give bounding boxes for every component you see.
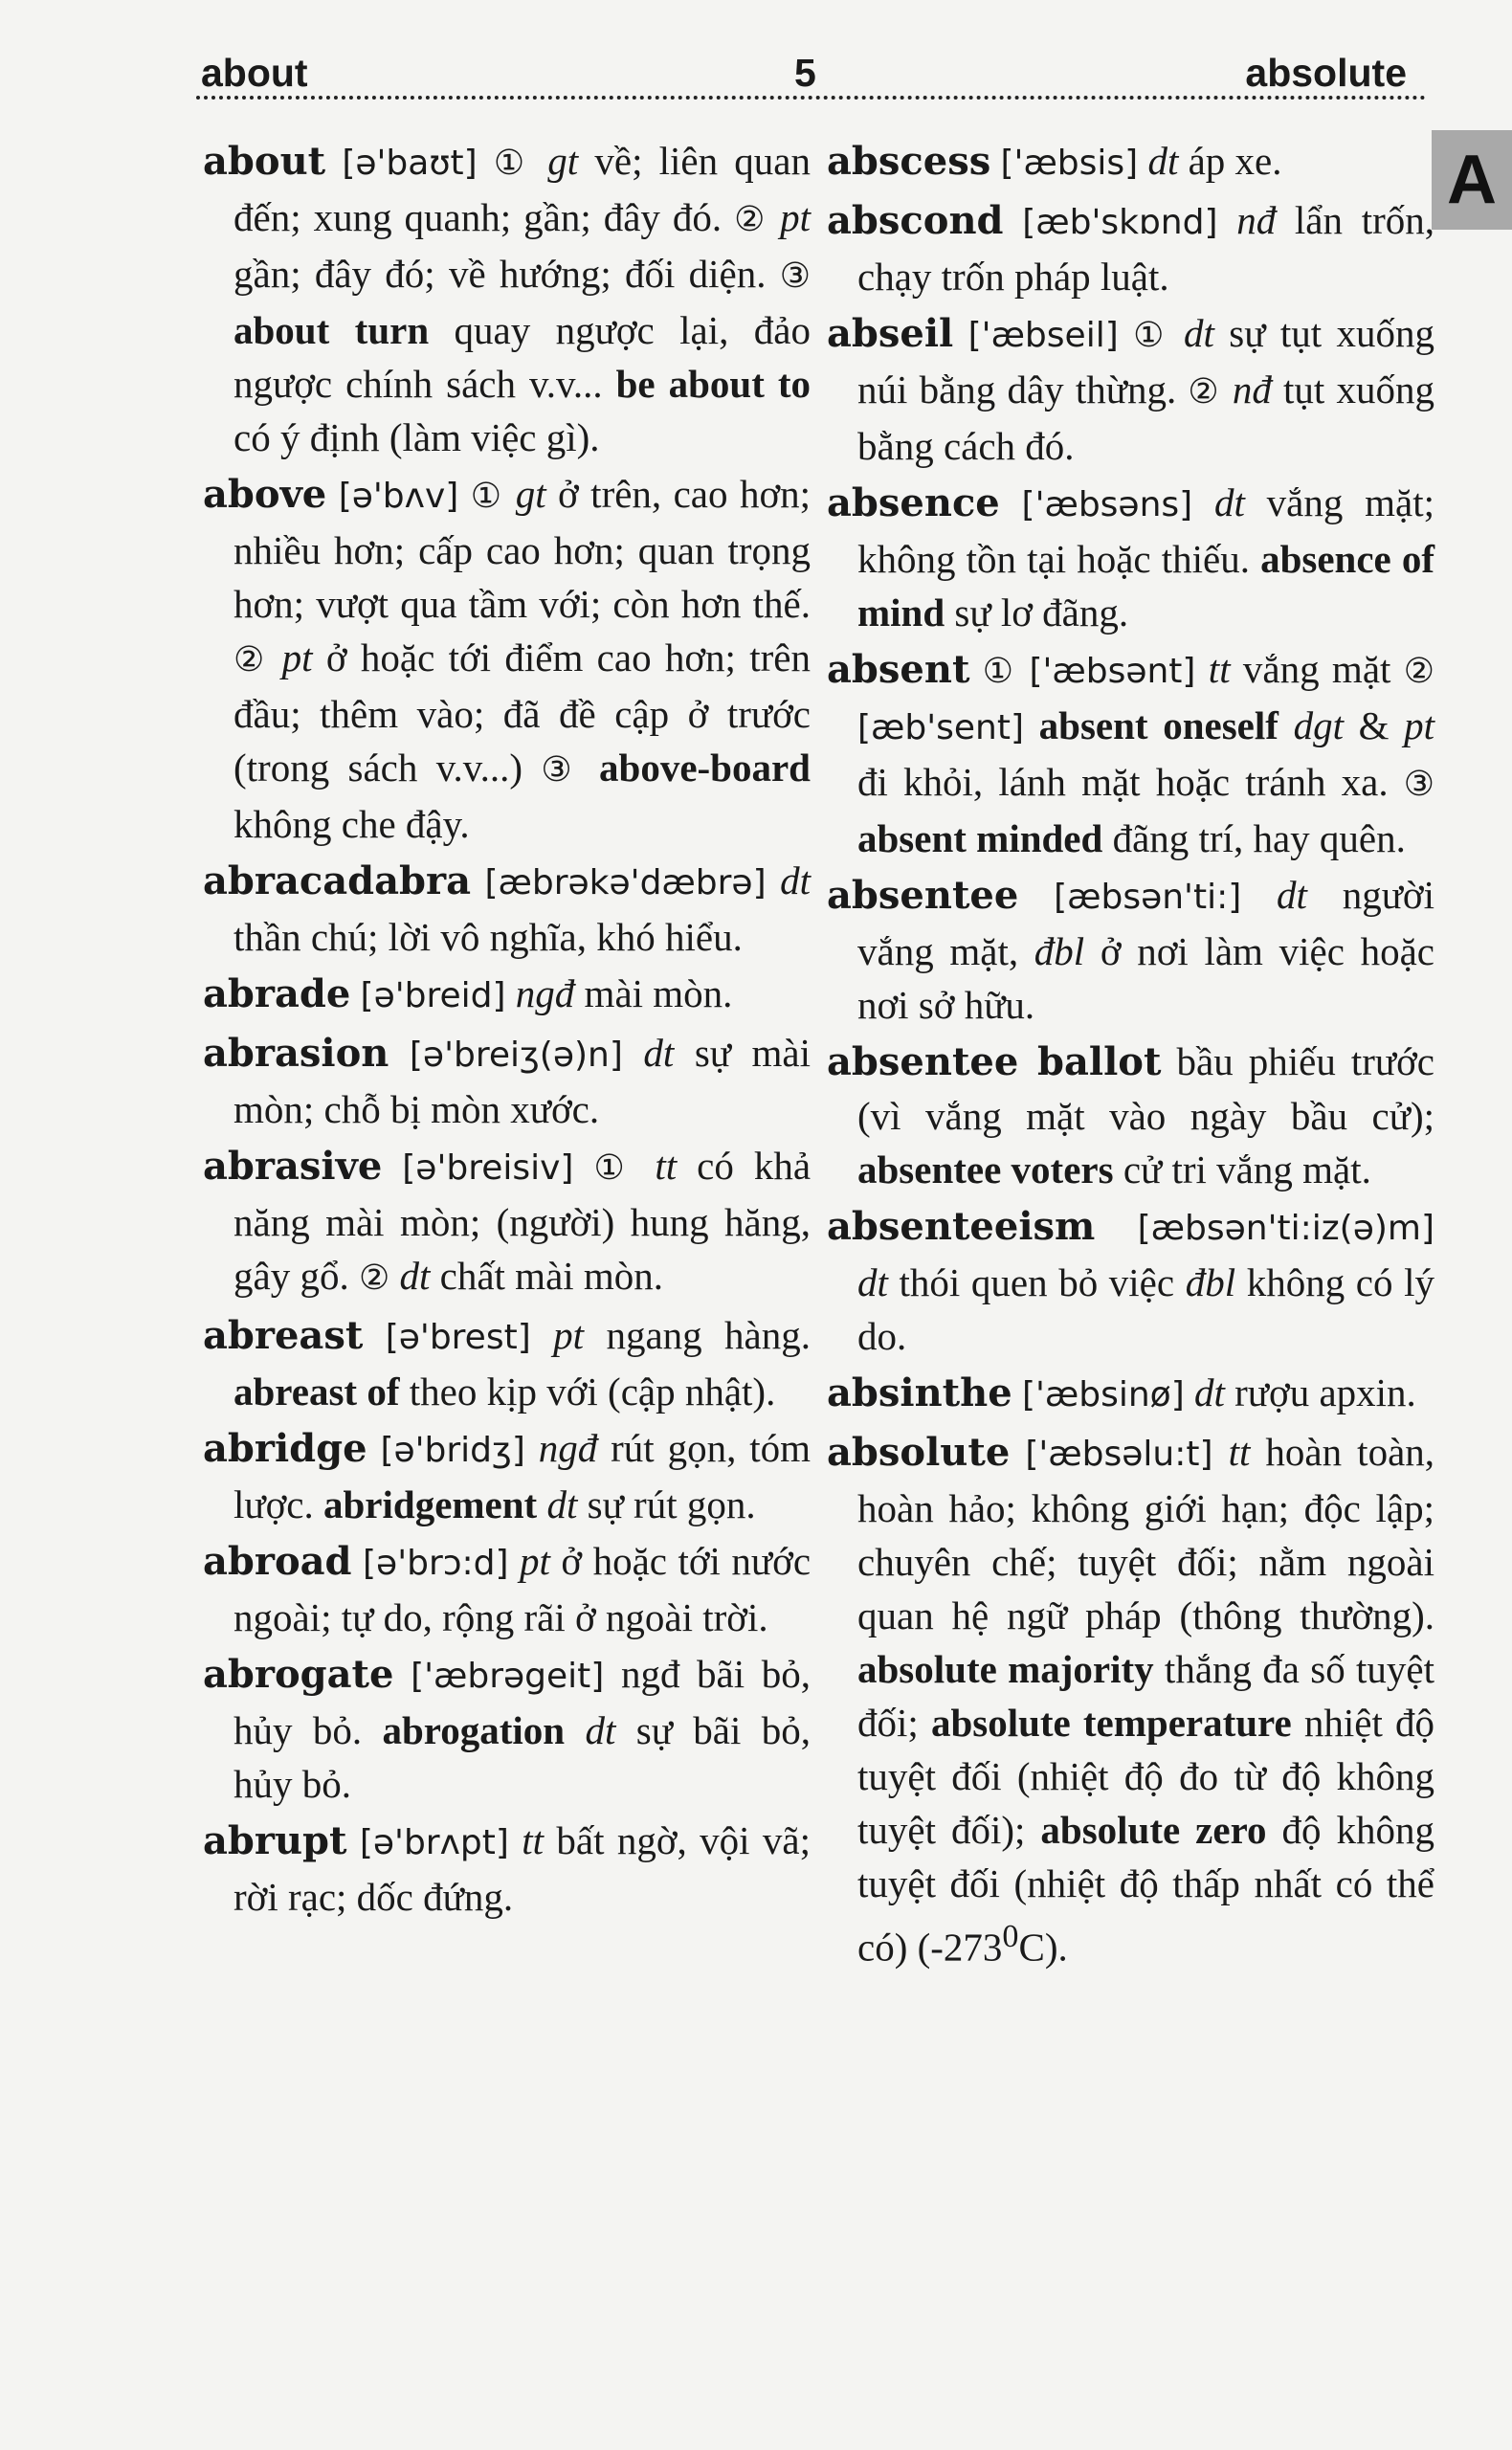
- dictionary-entry: abrupt [ə'brʌpt] tt bất ngờ, vội vã; rời rạc; dốc đứng.: [203, 1818, 812, 1919]
- dictionary-entry: absence ['æbsəns] dt vắng mặt; không tồn tại hoặc thiếu. absence of mind sự lơ đãng.: [827, 480, 1435, 635]
- page-number: 5: [794, 51, 816, 95]
- dictionary-entry: abridge [ə'bridʒ] ngđ rút gọn, tóm lược. abridgement dt sự rút gọn.: [203, 1426, 812, 1526]
- dictionary-entry: abrasion [ə'breiʒ(ə)n] dt sự mài mòn; chỗ bị mòn xước.: [203, 1031, 811, 1131]
- dictionary-entry: absentee [æbsən'ti:] dt người vắng mặt, đbl ở nơi làm việc hoặc nơi sở hữu.: [827, 873, 1435, 1027]
- dictionary-entry: abscond [æb'skɒnd] nđ lẩn trốn, chạy trốn pháp luật.: [827, 198, 1435, 299]
- dictionary-entry: abracadabra [æbrəkə'dæbrə] dt thần chú; lời vô nghĩa, khó hiểu.: [203, 858, 812, 959]
- dictionary-entry: absent ① ['æbsənt] tt vắng mặt ② [æb'sent] absent oneself dgt & pt đi khỏi, lánh mặt hoặc tránh xa. ③ absent minded đãng trí, hay quên.: [827, 647, 1435, 860]
- dictionary-entry: absenteeism [æbsən'ti:iz(ə)m] dt thói quen bỏ việc đbl không có lý do.: [827, 1204, 1434, 1358]
- dictionary-entry: abscess ['æbsis] dt áp xe.: [827, 139, 1282, 184]
- dictionary-entry: abreast [ə'brest] pt ngang hàng. abreast of theo kịp với (cập nhật).: [203, 1313, 812, 1414]
- dictionary-entry: absinthe ['æbsinø] dt rượu apxin.: [827, 1370, 1416, 1415]
- dictionary-entry: absolute ['æbsəlu:t] tt hoàn toàn, hoàn hảo; không giới hạn; độc lập; chuyên chế; tuyệt đối; nằm ngoài quan hệ ngữ pháp (thông thường). absolute majority thắng đa số tuyệt đối; absolute temperature nhiệt độ tuyệt đối (nhiệt độ đo từ độ không tuyệt đối); absolute zero độ không tuyệt đối (nhiệt độ thấp nhất có thể có) $(-273^0C)$.: [827, 1430, 1435, 1970]
- right-guide-word: absolute: [1245, 51, 1407, 95]
- dictionary-entry: absentee ballot bầu phiếu trước (vì vắng mặt vào ngày bầu cử); absentee voters cử tri vắng mặt.: [827, 1039, 1435, 1192]
- left-guide-word: about: [201, 51, 308, 95]
- dictionary-entry: abrasive [ə'breisiv] ① tt có khả năng mài mòn; (người) hung hăng, gây gổ. ② dt chất mài mòn.: [203, 1144, 812, 1298]
- dictionary-entry: abrogate ['æbrəgeit] ngđ bãi bỏ, hủy bỏ. abrogation dt sự bãi bỏ, hủy bỏ.: [203, 1652, 811, 1806]
- right-column: [827, 134, 1434, 1977]
- letter-thumb-tab: A: [1432, 130, 1512, 230]
- dictionary-entry: above [ə'bʌv] ① gt ở trên, cao hơn; nhiều hơn; cấp cao hơn; quan trọng hơn; vượt qua tầm với; còn hơn thế. ② pt ở hoặc tới điểm cao hơn; trên đầu; thêm vào; đã đề cập ở trước (trong sách v.v...) ③ above-board không che đậy.: [203, 472, 812, 846]
- running-head: [201, 46, 1407, 100]
- left-column: [203, 134, 811, 1927]
- header-dotted-rule: [196, 96, 1426, 100]
- dictionary-entry: abroad [ə'brɔ:d] pt ở hoặc tới nước ngoài; tự do, rộng rãi ở ngoài trời.: [203, 1539, 812, 1639]
- dictionary-entry: abseil ['æbseil] ① dt sự tụt xuống núi bằng dây thừng. ② nđ tụt xuống bằng cách đó.: [827, 311, 1435, 468]
- dictionary-entry: abrade [ə'breid] ngđ mài mòn.: [203, 971, 733, 1016]
- dictionary-entry: about [ə'baʊt] ① gt về; liên quan đến; xung quanh; gần; đây đó. ② pt gần; đây đó; về hướng; đối diện. ③ about turn quay ngược lại, đảo ngược chính sách v.v... be about to có ý định (làm việc gì).: [203, 139, 812, 459]
